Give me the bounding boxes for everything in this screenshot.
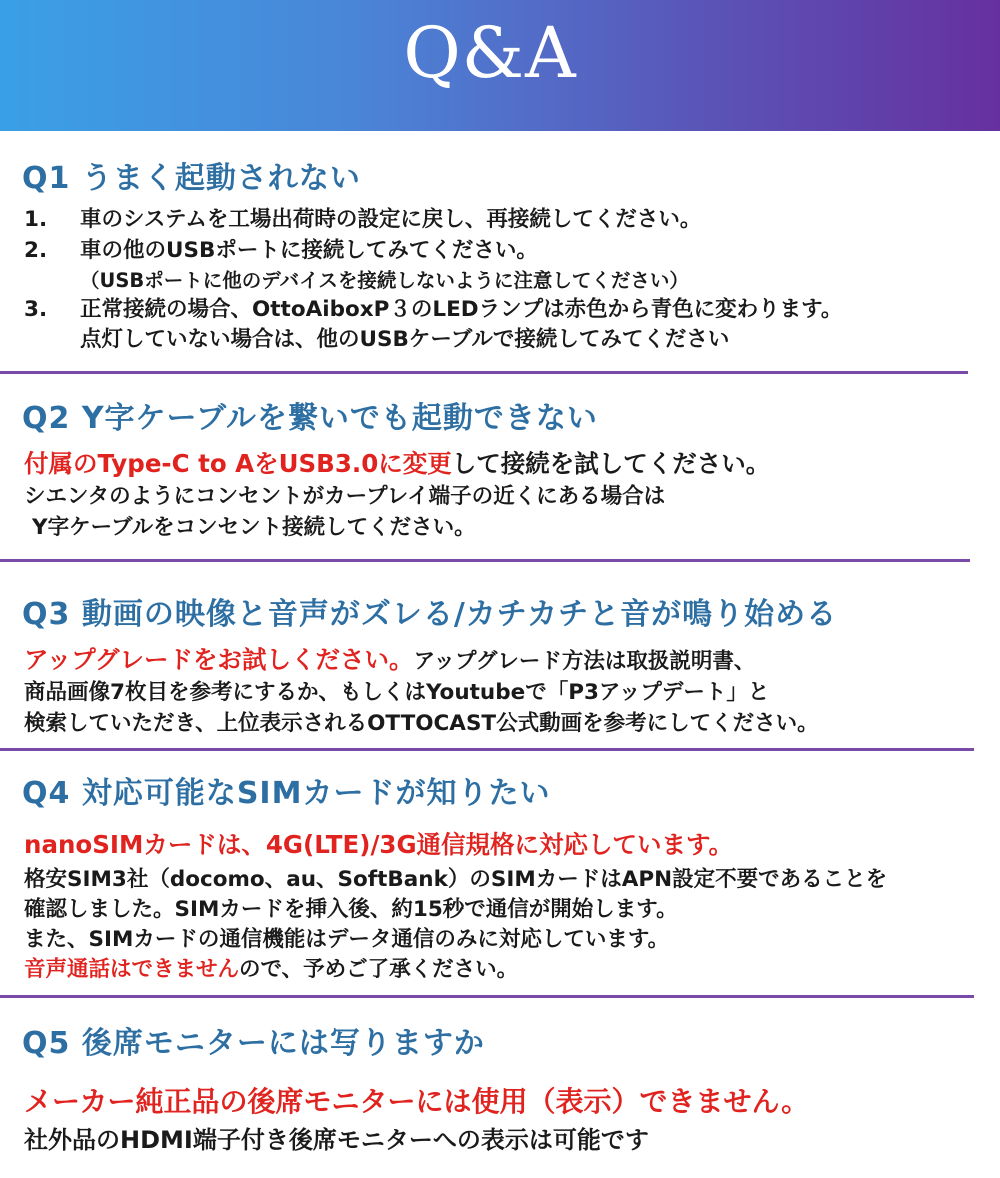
q4-line-2: 格安SIM3社（docomo、au、SoftBank）のSIMカードはAPN設定不要であることを bbox=[24, 867, 888, 892]
q1-item-3-continued: 点灯していない場合は、他のUSBケーブルで接続してみてください bbox=[80, 327, 730, 352]
q1-item-3-text: 正常接続の場合、OttoAiboxP３のLEDランプは赤色から青色に変わります。 bbox=[80, 297, 843, 322]
q2-red-text: 付属のType-C to AをUSB3.0に変更 bbox=[24, 449, 452, 478]
q4-line-5-black: ので、予めご了承ください。 bbox=[239, 957, 519, 982]
page-title: Q&A bbox=[403, 12, 577, 94]
q2-title: Q2 Y字ケーブルを繋いでも起動できない bbox=[22, 401, 598, 436]
q2-line-2: シエンタのようにコンセントがカープレイ端子の近くにある場合は bbox=[24, 484, 666, 509]
q5-line-2: 社外品のHDMI端子付き後席モニターへの表示は可能です bbox=[24, 1126, 649, 1154]
q4-line-4: また、SIMカードの通信機能はデータ通信のみに対応しています。 bbox=[24, 927, 670, 952]
q1-item-3 bbox=[24, 295, 842, 325]
q1-item-1 bbox=[24, 205, 701, 235]
q1-item-1-num: 1. bbox=[24, 207, 48, 232]
q3-black-text: アップグレード方法は取扱説明書、 bbox=[413, 649, 756, 674]
q1-item-2-num: 2. bbox=[24, 238, 48, 263]
divider-q4 bbox=[0, 995, 974, 998]
q1-title: Q1 うまく起動されない bbox=[22, 161, 361, 196]
q2-line-1 bbox=[24, 449, 770, 479]
divider-q3 bbox=[0, 748, 974, 751]
divider-q1 bbox=[0, 371, 968, 374]
q5-title: Q5 後席モニターには写りますか bbox=[22, 1026, 485, 1061]
divider-q2 bbox=[0, 559, 970, 562]
q3-red-text: アップグレードをお試しください。 bbox=[24, 645, 414, 674]
q1-item-3-num: 3. bbox=[24, 297, 48, 322]
q3-line-1 bbox=[24, 645, 755, 677]
q2-black-text: して接続を試してください。 bbox=[451, 449, 771, 478]
q1-item-2-note: （USBポートに他のデバイスを接続しないように注意してください） bbox=[80, 269, 689, 292]
q4-line-5-red: 音声通話はできません bbox=[24, 957, 240, 982]
q1-item-2 bbox=[24, 236, 538, 266]
q4-title: Q4 対応可能なSIMカードが知りたい bbox=[22, 776, 551, 811]
q3-line-2: 商品画像7枚目を参考にするか、もしくはYoutubeで「P3アップデート」と bbox=[24, 680, 770, 705]
q3-line-3: 検索していただき、上位表示されるOTTOCAST公式動画を参考にしてください。 bbox=[24, 711, 819, 736]
q4-red-line: nanoSIMカードは、4G(LTE)/3G通信規格に対応しています。 bbox=[24, 830, 734, 859]
q4-line-3: 確認しました。SIMカードを挿入後、約15秒で通信が開始します。 bbox=[24, 897, 678, 922]
q3-title: Q3 動画の映像と音声がズレる/カチカチと音が鳴り始める bbox=[22, 597, 838, 632]
q4-line-5 bbox=[24, 955, 518, 985]
q1-item-2-text: 車の他のUSBポートに接続してみてください。 bbox=[80, 238, 538, 263]
q2-line-3: Y字ケーブルをコンセント接続してください。 bbox=[32, 515, 476, 540]
qa-header-banner bbox=[0, 0, 1000, 131]
q5-red-line: メーカー純正品の後席モニターには使用（表示）できません。 bbox=[24, 1085, 810, 1118]
q1-item-1-text: 車のシステムを工場出荷時の設定に戻し、再接続してください。 bbox=[80, 207, 702, 232]
